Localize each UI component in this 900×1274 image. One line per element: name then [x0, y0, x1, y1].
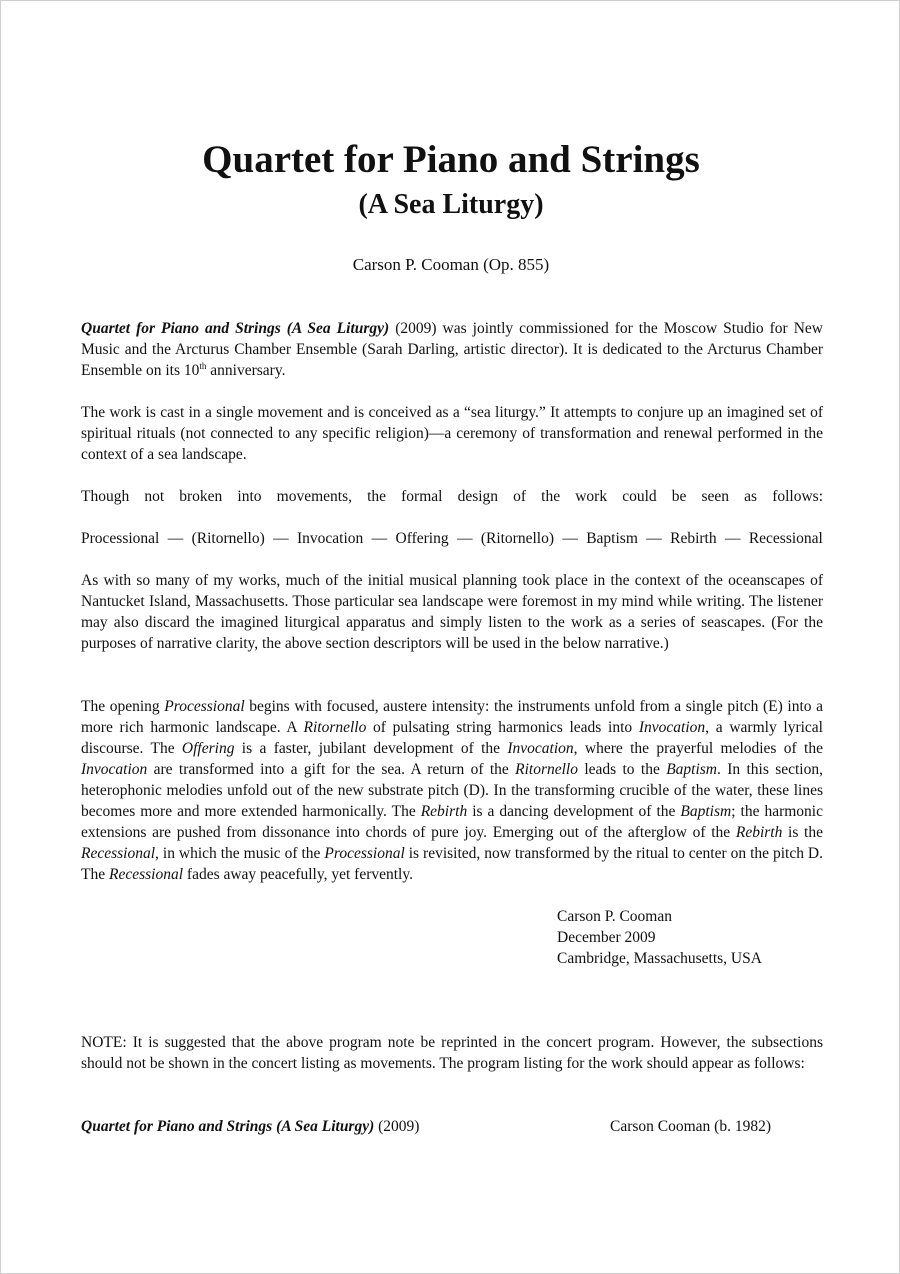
paragraph-text: , where the prayerful melodies of the [573, 740, 823, 757]
signature-date: December 2009 [557, 929, 656, 946]
page-subtitle: (A Sea Liturgy) [358, 189, 544, 220]
section-term: Baptism [666, 761, 717, 778]
section-term: Recessional [81, 845, 156, 862]
section-item: Offering [395, 530, 449, 547]
section-separator: — [456, 530, 473, 547]
section-separator: — [371, 530, 388, 547]
section-item: Rebirth [670, 530, 717, 547]
paragraph-text: anniversary. [206, 362, 286, 379]
paragraph-narrative [81, 696, 823, 885]
paragraph-text: of pulsating string harmonics leads into [366, 719, 639, 736]
composer-line: Carson P. Cooman (Op. 855) [352, 255, 550, 274]
program-listing-composer: Carson Cooman (b. 1982) [610, 1118, 772, 1135]
paragraph-text: ; the harmonic extensions are pushed from dissonance into chords of pure joy. Emerging out of the afterglow of the [81, 803, 823, 841]
page-title: Quartet for Piano and Strings [202, 138, 700, 181]
signature-block [557, 906, 762, 969]
section-term: Invocation [638, 719, 706, 736]
paragraph-text: leads to the [577, 761, 667, 778]
paragraph-concept: The work is cast in a single movement and is conceived as a “sea liturgy.” It attempts to conjure up an imagined set of spiritual rituals (not connected to any specific religion)—a ceremony of transformation and renewal performed in the context of a sea landscape. [81, 404, 823, 463]
section-term: Processional [324, 845, 405, 862]
listing-work-title: Quartet for Piano and Strings (A Sea Liturgy) [81, 1118, 375, 1135]
section-separator: — [724, 530, 741, 547]
section-term: Baptism [680, 803, 732, 820]
section-term: Recessional [108, 866, 184, 883]
section-term: Ritornello [515, 761, 578, 778]
paragraph-formal-design: Though not broken into movements, the formal design of the work could be seen as follows: [81, 488, 823, 505]
section-term: Offering [181, 740, 235, 757]
section-term: Rebirth [735, 824, 783, 841]
paragraph-text: begins with focused, austere intensity: the instruments unfold from a single pitch (E) into a more rich harmonic landscape. A [81, 698, 823, 736]
paragraph-text: fades away peacefully, yet fervently. [183, 866, 413, 883]
program-listing-title [81, 1116, 419, 1137]
work-title-inline: Quartet for Piano and Strings (A Sea Liturgy) [81, 320, 390, 337]
section-term: Invocation [507, 740, 574, 757]
section-item: Processional [81, 530, 160, 547]
section-item: Recessional [748, 530, 823, 547]
paragraph-text: . In this section, heterophonic melodies unfold out of the new substrate pitch (D). In the transforming crucible of the water, these lines becomes more and more extended harmonically. The [81, 761, 823, 820]
paragraph-text: is a faster, jubilant development of the [234, 740, 508, 757]
section-item: Baptism [586, 530, 638, 547]
section-item: (Ritornello) [480, 530, 554, 547]
paragraph-text: , in which the music of the [155, 845, 325, 862]
section-separator: — [562, 530, 578, 547]
paragraph-text: (2009) was jointly commissioned for the Moscow Studio for New Music and the Arcturus Chamber Ensemble (Sarah Darling, artistic director). It is dedicated to the Arcturus Chamber Ensemble on its 10 [81, 320, 823, 379]
section-separator: — [646, 530, 662, 547]
signature-place: Cambridge, Massachusetts, USA [557, 950, 762, 967]
section-item: (Ritornello) [191, 530, 265, 547]
paragraph-text: The opening [81, 698, 165, 715]
paragraph-text: , a warmly lyrical discourse. The [81, 719, 823, 757]
section-term: Ritornello [303, 719, 367, 736]
paragraph-text: is revisited, now transformed by the ritual to center on the pitch D. The [81, 845, 823, 883]
paragraph-text: is the [782, 824, 823, 841]
section-term: Invocation [81, 761, 148, 778]
paragraph-text: are transformed into a gift for the sea. A return of the [147, 761, 516, 778]
paragraph-text: is a dancing development of the [467, 803, 681, 820]
section-separator: — [273, 530, 289, 547]
paragraph-commission [81, 318, 823, 381]
listing-year: (2009) [374, 1118, 420, 1135]
section-term: Rebirth [420, 803, 468, 820]
signature-name: Carson P. Cooman [557, 908, 672, 925]
paragraph-oceanscapes: As with so many of my works, much of the initial musical planning took place in the context of the oceanscapes of Nantucket Island, Massachusetts. Those particular sea landscape were foremost in my mind while writing. The listener may also discard the imagined liturgical apparatus and simply listen to the work as a series of seascapes. (For the purposes of narrative clarity, the above section descriptors will be used in the below narrative.) [81, 572, 823, 652]
paragraph-note: NOTE: It is suggested that the above program note be reprinted in the concert program. However, the subsections should not be shown in the concert listing as movements. The program listing for the work should appear as follows: [81, 1034, 823, 1072]
superscript: th [199, 360, 207, 371]
section-item: Invocation [296, 530, 364, 547]
section-separator: — [167, 530, 184, 547]
section-sequence [81, 528, 823, 549]
section-term: Processional [164, 698, 245, 715]
